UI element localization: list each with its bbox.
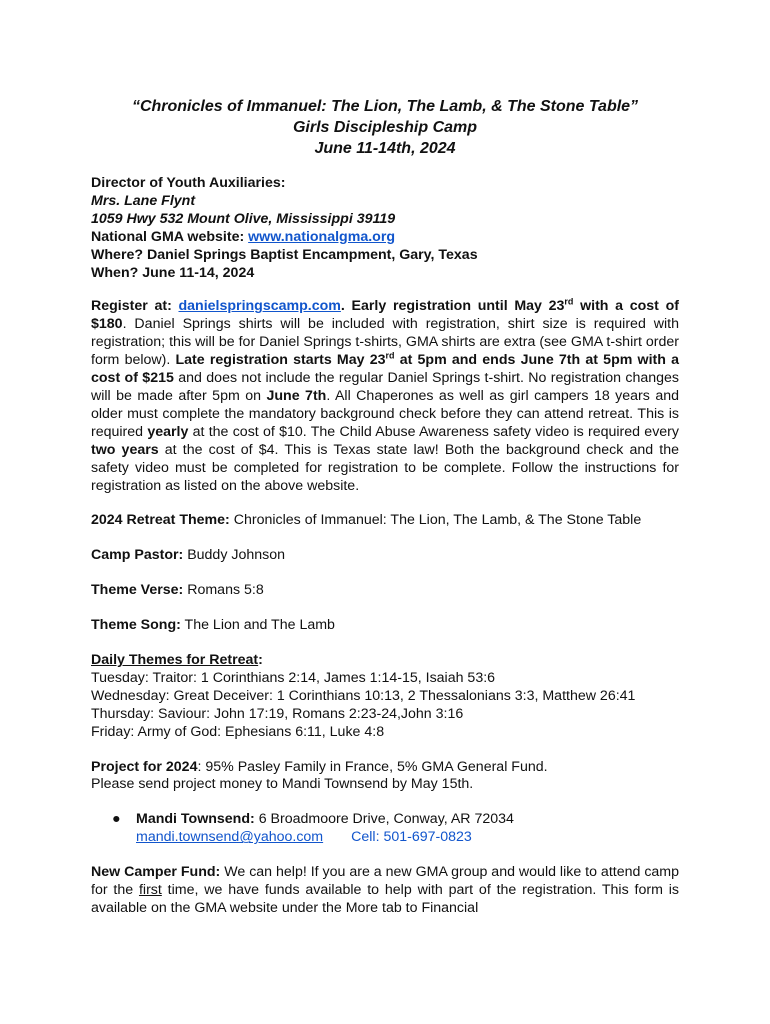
pastor-line [91, 547, 679, 565]
fund-paragraph [91, 864, 679, 918]
website-link[interactable]: www.nationalgma.org [248, 228, 396, 245]
project-value: : 95% Pasley Family in France, 5% GMA General Fund. [197, 758, 548, 775]
contact-email-link[interactable]: mandi.townsend@yahoo.com [136, 829, 324, 846]
theme-line [91, 512, 679, 530]
daily-themes [91, 652, 679, 742]
register-text: June 7th [266, 387, 327, 404]
register-text: two years [91, 441, 159, 458]
register-text: at the cost of $4. This is Texas state law! Both the background check and the safety video must be completed for registration to be complete. Follow the instructions for registration as listed on the above website. [91, 441, 680, 494]
contact-address: 6 Broadmoore Drive, Conway, AR 72034 [254, 811, 514, 828]
website-line [91, 229, 679, 247]
when-line: When? June 11-14, 2024 [91, 264, 255, 281]
contact-name: Mandi Townsend: [136, 811, 255, 828]
fund-text: first [138, 882, 162, 899]
register-text: . Daniel Springs shirts will be included with registration, shirt size is required with registration; this will be for Daniel Springs t-shirts, GMA shirts are extra (see GMA t-shirt order form below). [91, 316, 679, 369]
fund-text: We can help! If you are a new GMA group and would like to attend camp for the [91, 864, 680, 899]
contact-info [91, 175, 679, 282]
register-text: yearly [147, 423, 189, 440]
song-value: The Lion and The Lamb [180, 617, 335, 634]
website-label: National GMA website: [91, 228, 249, 245]
director-label: Director of Youth Auxiliaries: [91, 175, 286, 191]
contact-line [136, 811, 679, 829]
register-label: Register at: [91, 298, 179, 315]
pastor-label: Camp Pastor: [91, 547, 184, 564]
daily-theme-item: Wednesday: Great Deceiver: 1 Corinthians 10:13, 2 Thessalonians 3:3, Matthew 26:41 [91, 687, 636, 704]
where-line: Where? Daniel Springs Baptist Encampment, Gary, Texas [91, 246, 478, 263]
contact-bullet [91, 811, 679, 847]
daily-theme-item: Friday: Army of God: Ephesians 6:11, Luke 4:8 [91, 723, 385, 740]
register-sup: rd [564, 296, 574, 307]
register-text: at the cost of $10. The Child Abuse Awareness safety video is required every [188, 423, 679, 440]
bullet-icon: ● [112, 811, 121, 828]
register-text: . Early registration until May 23 [340, 298, 565, 315]
theme-value: Chronicles of Immanuel: The Lion, The Lamb, & The Stone Table [229, 512, 642, 529]
project-label: Project for 2024 [91, 758, 198, 775]
verse-value: Romans 5:8 [183, 582, 264, 599]
daily-themes-heading [91, 652, 679, 670]
register-link[interactable]: danielspringscamp.com [178, 298, 341, 315]
project-line [91, 759, 679, 777]
title-line: “Chronicles of Immanuel: The Lion, The Lamb, & The Stone Table” [131, 98, 639, 115]
daily-themes-label: Daily Themes for Retreat [91, 652, 259, 669]
daily-theme-item: Tuesday: Traitor: 1 Corinthians 2:14, James 1:14-15, Isaiah 53:6 [91, 669, 496, 686]
daily-theme-item: Thursday: Saviour: John 17:19, Romans 2:23-24,John 3:16 [91, 705, 464, 722]
project-note: Please send project money to Mandi Townsend by May 15th. [91, 776, 474, 793]
document-title [91, 96, 679, 159]
subtitle-line: Girls Discipleship Camp [292, 119, 478, 136]
theme-label: 2024 Retreat Theme: [91, 512, 230, 529]
contact-details [136, 829, 679, 847]
pastor-value: Buddy Johnson [183, 547, 286, 564]
register-text: and does not include the regular Daniel Springs t-shirt. No registration changes will be made after 5pm on [91, 370, 680, 404]
fund-label: New Camper Fund: [91, 864, 221, 881]
verse-label: Theme Verse: [91, 582, 184, 599]
register-text: with a cost of $180 [91, 298, 679, 333]
daily-themes-colon: : [258, 652, 263, 669]
register-text: at 5pm and ends June 7th at 5pm with a cost of $215 [91, 352, 679, 387]
contact-cell: Cell: 501-697-0823 [351, 829, 472, 846]
song-label: Theme Song: [91, 617, 181, 634]
song-line [91, 617, 679, 635]
project-section [91, 759, 679, 795]
document-page [91, 96, 679, 918]
register-paragraph [91, 298, 679, 495]
verse-line [91, 582, 679, 600]
director-address: 1059 Hwy 532 Mount Olive, Mississippi 39119 [91, 210, 396, 227]
register-text: Late registration starts May 23 [175, 352, 386, 369]
date-line: June 11-14th, 2024 [314, 140, 456, 157]
register-sup: rd [385, 350, 395, 361]
fund-text: time, we have funds available to help with part of the registration. This form is available on the GMA website under the More tab to Financial [91, 882, 679, 916]
director-name: Mrs. Lane Flynt [91, 192, 196, 209]
register-text: . All Chaperones as well as girl campers 18 years and older must complete the mandatory background check before they can attend retreat. This is required [91, 387, 679, 440]
